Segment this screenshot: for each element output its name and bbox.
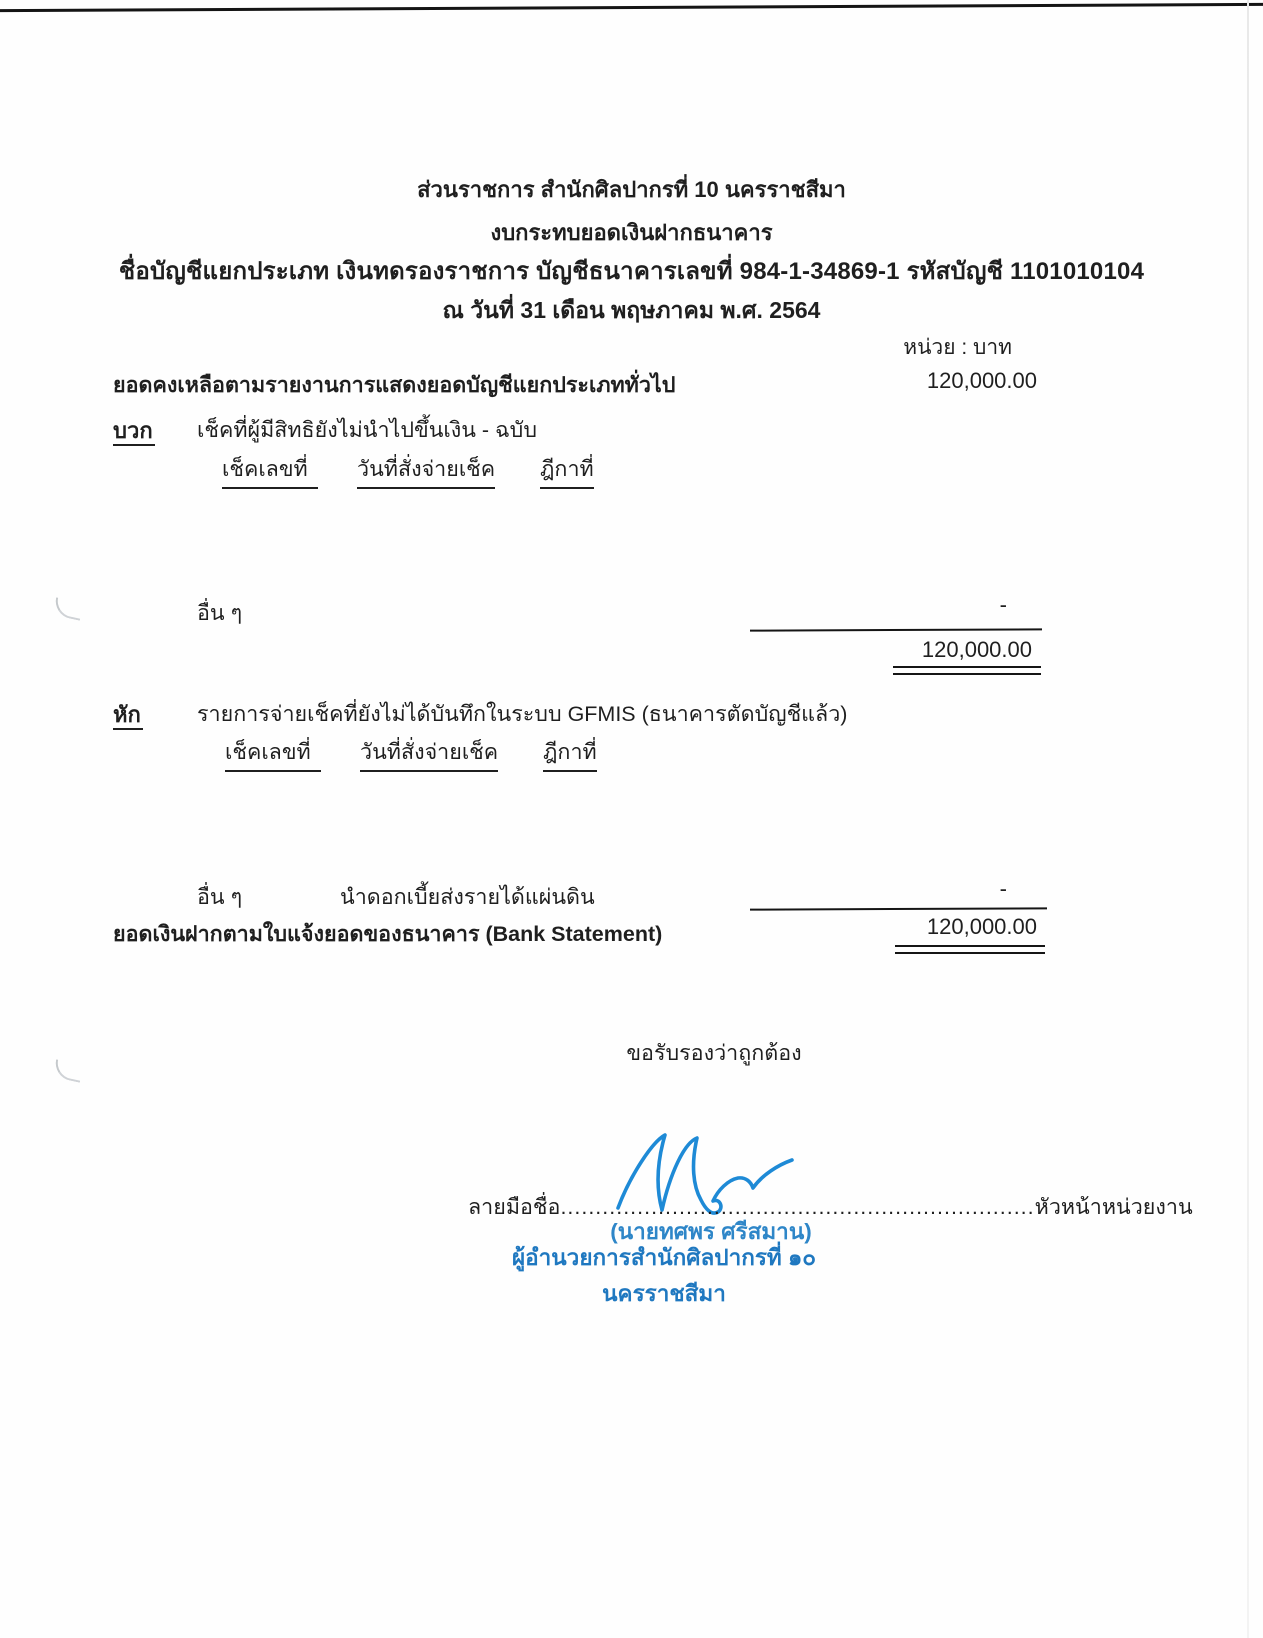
signature-suffix-label: หัวหน้าหน่วยงาน [1034,1195,1193,1219]
deduct-col-cheque-date: วันที่สั่งจ่ายเช็ค [360,735,498,772]
certification-text: ขอรับรองว่าถูกต้อง [626,1041,802,1065]
deduct-other-underline [750,907,1047,910]
signer-title: ผู้อำนวยการสำนักศิลปากรที่ ๑๐ นครราชสีมา [511,1245,817,1306]
gl-balance-amount: 120,000.00 [926,368,1037,393]
agency-title: ส่วนราชการ สำนักศิลปากรที่ 10 นครราชสีมา [417,177,846,202]
signer-name: (นายทศพร ศรีสมาน) [610,1219,812,1244]
deduct-col-cheque-no: เช็คเลขที่ [225,735,321,772]
add-subtotal-double-rule [893,666,1041,675]
signature-prefix-label: ลายมือชื่อ [468,1195,561,1219]
add-other-label: อื่น ๆ [197,601,243,625]
as-of-date-line: ณ วันที่ 31 เดือน พฤษภาคม พ.ศ. 2564 [442,297,821,323]
deduct-col-voucher-no: ฎีกาที่ [543,735,597,772]
pencil-mark [52,597,83,620]
document-title: งบกระทบยอดเงินฝากธนาคาร [490,220,773,245]
add-section-description: เช็คที่ผู้มีสิทธิยังไม่นำไปขึ้นเงิน - ฉบับ [197,418,537,442]
deduct-section-description: รายการจ่ายเช็คที่ยังไม่ได้บันทึกในระบบ GFMIS (ธนาคารตัดบัญชีแล้ว) [197,702,848,726]
add-col-voucher-no: ฎีกาที่ [540,452,594,489]
pencil-mark [52,1059,83,1082]
add-col-cheque-no: เช็คเลขที่ [222,452,318,489]
deduct-other-description: นำดอกเบี้ยส่งรายได้แผ่นดิน [340,885,595,909]
bank-balance-amount: 120,000.00 [926,914,1037,939]
bank-balance-double-rule [895,945,1045,954]
scan-top-border [0,3,1263,12]
add-other-underline [750,628,1042,631]
deduct-other-label: อื่น ๆ [197,885,243,909]
bank-balance-label: ยอดเงินฝากตามใบแจ้งยอดของธนาคาร (Bank Statement) [113,922,663,946]
add-keyword-label: บวก [113,418,155,446]
account-info-line: ชื่อบัญชีแยกประเภท เงินทดรองราชการ บัญชีธนาคารเลขที่ 984-1-34869-1 รหัสบัญชี 1101010104 [118,258,1145,285]
deduct-section-keyword [113,697,143,732]
add-col-cheque-date: วันที่สั่งจ่ายเช็ค [357,452,495,489]
add-subtotal-amount: 120,000.00 [921,637,1032,662]
deduct-keyword-label: หัก [113,702,143,730]
deduct-other-amount: - [999,876,1007,901]
signature-dotted-line: .................................................................... [560,1195,1035,1219]
add-section-keyword [113,413,155,448]
unit-label: หน่วย : บาท [903,336,1012,359]
add-other-amount: - [999,592,1007,617]
gl-balance-label: ยอดคงเหลือตามรายงานการแสดงยอดบัญชีแยกประเภททั่วไป [113,373,676,397]
